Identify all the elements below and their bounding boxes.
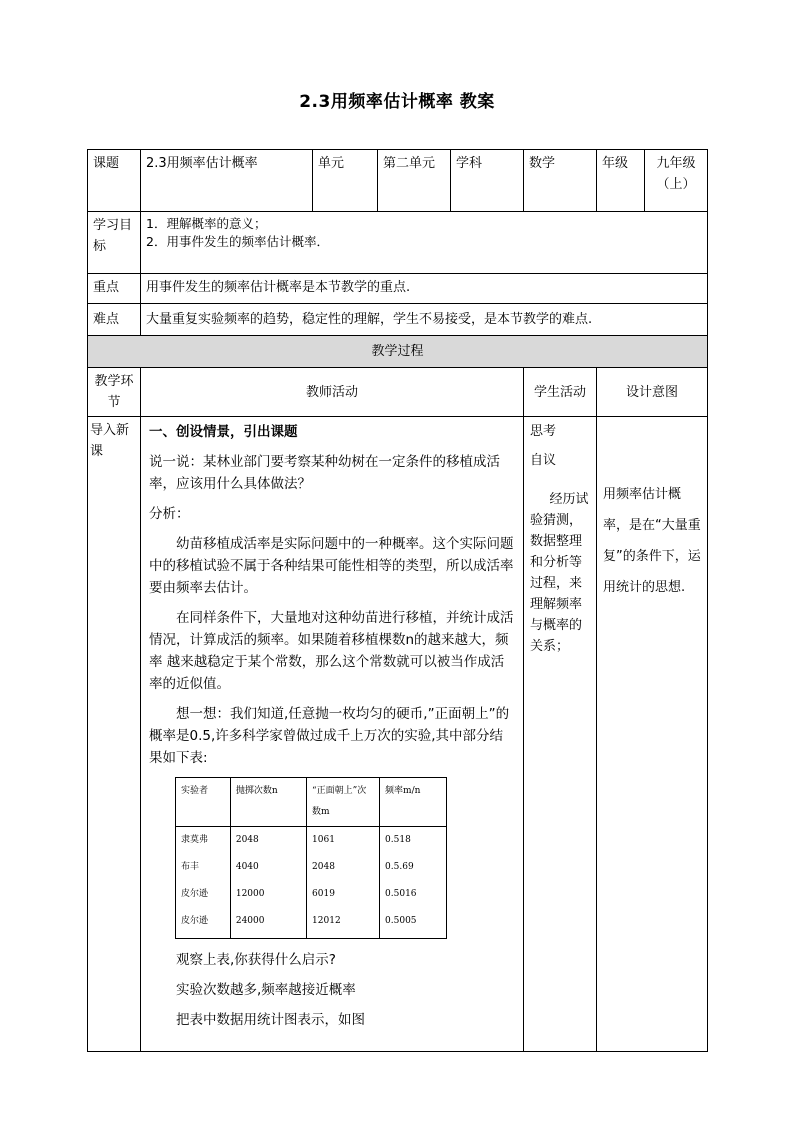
- topic-label: 课题: [88, 150, 141, 212]
- lesson-plan-table: [87, 149, 708, 1052]
- design-intent: 用频率估计概率，是在“大量重复”的条件下，运用统计的思想.: [597, 417, 708, 1052]
- table-cell: 6019: [307, 881, 380, 908]
- col-header-student: 学生活动: [524, 368, 597, 417]
- stage-cell: 导入新课: [88, 417, 141, 1052]
- table-cell: 隶莫弗: [176, 827, 231, 855]
- col-header-intent: 设计意图: [597, 368, 708, 417]
- topic-value: 2.3用频率估计概率: [141, 150, 313, 212]
- subject-label: 学科: [451, 150, 524, 212]
- table-cell: 0.518: [380, 827, 447, 855]
- unit-value: 第二单元: [378, 150, 451, 212]
- student-line: 自议: [530, 453, 557, 468]
- table-cell: 皮尔逊: [176, 881, 231, 908]
- goals-cell: [141, 212, 708, 274]
- teacher-paragraph: 实验次数越多,频率越接近概率: [176, 982, 356, 998]
- table-cell: 0.5005: [380, 908, 447, 939]
- coin-table-header: “正面朝上”次数m: [307, 778, 380, 827]
- student-line: 经历试验猜测，数据整理和分析等过程，来理解频率与概率的关系；: [530, 492, 589, 654]
- table-cell: 2048: [307, 854, 380, 881]
- col-header-teacher: 教师活动: [141, 368, 524, 417]
- page-title: 2.3用频率估计概率 教案: [299, 92, 495, 112]
- grade-label: 年级: [597, 150, 645, 212]
- coin-table-header: 实验者: [176, 778, 231, 827]
- table-cell: 1061: [307, 827, 380, 855]
- coin-toss-table: [175, 777, 447, 939]
- grade-value: [645, 150, 708, 212]
- table-cell: 皮尔逊: [176, 908, 231, 939]
- difficulty-label: 难点: [88, 304, 141, 336]
- table-cell: 12012: [307, 908, 380, 939]
- goals-label: 学习目标: [88, 212, 141, 274]
- grade-value-line2: （上）: [656, 177, 696, 192]
- table-row: [176, 881, 447, 908]
- table-row: [176, 908, 447, 939]
- coin-table-header: 抛掷次数n: [230, 778, 306, 827]
- table-cell: 布丰: [176, 854, 231, 881]
- table-cell: 4040: [230, 854, 306, 881]
- table-cell: 0.5016: [380, 881, 447, 908]
- teacher-paragraph: 把表中数据用统计图表示，如图: [176, 1012, 365, 1028]
- teacher-activity: [141, 417, 524, 1052]
- teacher-paragraph: 分析：: [149, 506, 190, 522]
- process-section-title: 教学过程: [88, 336, 708, 368]
- coin-table-header: 频率m/n: [380, 778, 447, 827]
- grade-value-line1: 九年级: [656, 156, 696, 171]
- coin-table-header-row: [176, 778, 447, 827]
- difficulty-text: 大量重复实验频率的趋势，稳定性的理解，学生不易接受，是本节教学的难点.: [141, 304, 708, 336]
- unit-label: 单元: [313, 150, 378, 212]
- goal-item: 2．用事件发生的频率估计概率．: [146, 234, 329, 249]
- table-row: [176, 827, 447, 855]
- key-point-text: 用事件发生的频率估计概率是本节教学的重点.: [141, 274, 708, 304]
- subject-value: 数学: [524, 150, 597, 212]
- student-activity: [524, 417, 597, 1052]
- table-cell: 24000: [230, 908, 306, 939]
- teacher-paragraph: 幼苗移植成活率是实际问题中的一种概率。这个实际问题中的移植试验不属于各种结果可能性相等的类型，所以成活率要由频率去估计。: [149, 536, 514, 596]
- table-cell: 12000: [230, 881, 306, 908]
- goal-item: 1．理解概率的意义；: [146, 216, 267, 231]
- teacher-paragraph: 观察上表,你获得什么启示?: [176, 952, 336, 968]
- col-header-stage: 教学环节: [88, 368, 141, 417]
- table-cell: 0.5.69: [380, 854, 447, 881]
- key-point-label: 重点: [88, 274, 141, 304]
- teacher-paragraph: 想一想：我们知道,任意抛一枚均匀的硬币,”正面朝上”的概率是0.5,许多科学家曾做过成千上万次的实验,其中部分结果如下表:: [149, 706, 510, 766]
- table-cell: 2048: [230, 827, 306, 855]
- student-line: 思考: [530, 424, 557, 439]
- teacher-paragraph: 在同样条件下，大量地对这种幼苗进行移植，并统计成活情况，计算成活的频率。如果随着移植棵数n的越来越大，频率 越来越稳定于某个常数，那么这个常数就可以被当作成活率的近似值。: [149, 610, 514, 692]
- table-row: [176, 854, 447, 881]
- teacher-paragraph: 说一说：某林业部门要考察某种幼树在一定条件的移植成活率，应该用什么具体做法？: [149, 454, 500, 492]
- teacher-heading: 一、创设情景，引出课题: [149, 424, 298, 440]
